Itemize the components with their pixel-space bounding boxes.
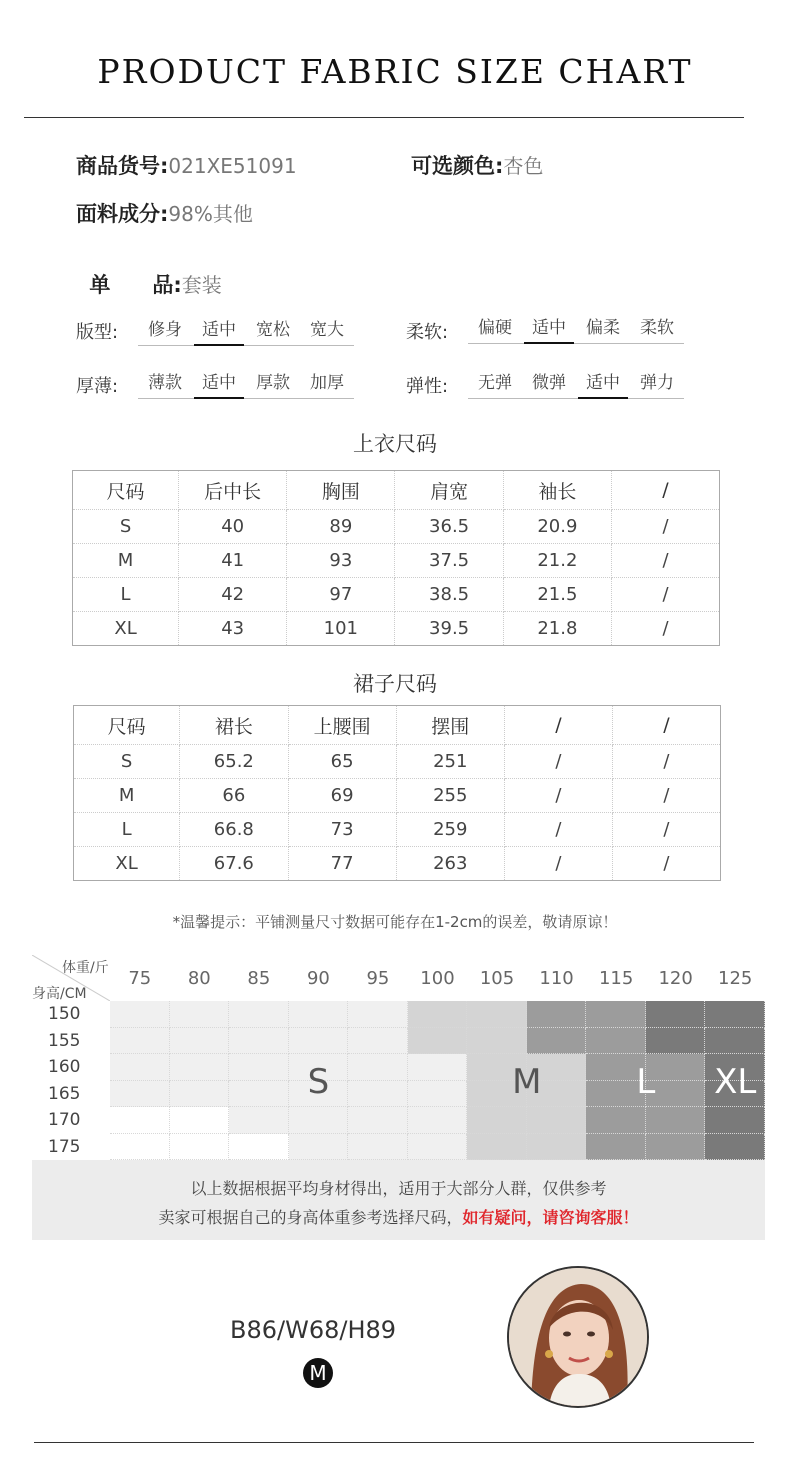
weight-header: 105 — [479, 968, 515, 989]
table-cell: 36.5 — [395, 510, 503, 544]
height-header: 175 — [48, 1136, 81, 1157]
table-cell: 65 — [288, 745, 396, 779]
height-header: 170 — [48, 1110, 81, 1130]
fit-option: 修身 — [148, 320, 182, 340]
table-cell: / — [612, 510, 720, 544]
table-cell: 259 — [396, 813, 504, 847]
grid-cell — [527, 1107, 587, 1134]
table-cell: 40 — [179, 510, 287, 544]
thickness-option: 加厚 — [310, 373, 344, 393]
table-cell: / — [662, 618, 669, 639]
grid-cell — [467, 1028, 527, 1055]
height-axis-label: 身高/CM — [32, 986, 87, 1002]
footer-line-2-text: 卖家可根据自己的身高体重参考选择尺码， — [158, 1208, 463, 1227]
measurement-note: *温馨提示：平铺测量尺寸数据可能存在1-2cm的误差，敬请原谅！ — [172, 913, 618, 931]
fit-option: 宽松 — [256, 320, 290, 340]
table-row — [73, 510, 720, 544]
grid-cell — [348, 1028, 408, 1055]
model-size-badge: M — [303, 1358, 333, 1388]
fabric-row — [76, 198, 253, 228]
table-cell: L — [73, 578, 179, 612]
height-header: 150 — [48, 1004, 81, 1024]
table-cell: 20.9 — [503, 510, 611, 544]
footer-line-2 — [32, 1205, 765, 1228]
grid-cell — [110, 1001, 170, 1028]
table-cell: / — [612, 578, 720, 612]
weight-header: 85 — [247, 968, 271, 989]
zone-label-xl: XL — [714, 1061, 757, 1102]
grid-cell — [527, 1001, 587, 1028]
table-cell: S — [74, 745, 180, 779]
table-cell: 66 — [180, 779, 288, 813]
softness-option: 柔软 — [640, 318, 674, 338]
softness-label: 柔软: — [406, 322, 449, 343]
header-cell: / — [612, 706, 720, 745]
table-cell: 37.5 — [395, 544, 503, 578]
table-cell: 21.8 — [503, 612, 611, 646]
table-cell: / — [612, 779, 720, 813]
zone-label-l: L — [636, 1061, 656, 1102]
header-cell: 后中长 — [179, 471, 287, 510]
table-row — [74, 779, 721, 813]
elasticity-option: 无弹 — [478, 373, 512, 393]
table-cell: XL — [74, 847, 180, 881]
fit-label: 版型: — [76, 322, 119, 343]
weight-header: 100 — [420, 968, 455, 989]
grid-cell — [408, 1028, 468, 1055]
page-title: PRODUCT FABRIC SIZE CHART — [97, 52, 693, 91]
header-cell: 袖长 — [503, 471, 611, 510]
top-table-title: 上衣尺码 — [353, 432, 437, 456]
table-cell: 77 — [288, 847, 396, 881]
grid-cell — [289, 1107, 349, 1134]
height-header: 165 — [48, 1083, 81, 1104]
grid-cell — [170, 1107, 230, 1134]
table-cell: 38.5 — [395, 578, 503, 612]
elasticity-option: 适中 — [576, 368, 630, 398]
single-value: 套装 — [181, 273, 222, 297]
grid-cell — [110, 1107, 170, 1134]
grid-cell — [289, 1028, 349, 1055]
table-row — [74, 847, 721, 881]
grid-cell — [646, 1134, 706, 1161]
weight-header: 125 — [718, 968, 753, 989]
thickness-option: 厚款 — [256, 373, 290, 393]
table-cell: 42 — [179, 578, 287, 612]
zone-label-m: M — [512, 1061, 542, 1102]
grid-cell — [467, 1001, 527, 1028]
zone-label-s: S — [307, 1061, 330, 1102]
thickness-label: 厚薄: — [76, 376, 119, 397]
softness-option: 适中 — [522, 313, 576, 343]
grid-cell — [170, 1134, 230, 1161]
table-cell: / — [612, 745, 720, 779]
header-cell: 胸围 — [287, 471, 395, 510]
table-cell: 263 — [396, 847, 504, 881]
footer-line-1: 以上数据根据平均身材得出，适用于大部分人群，仅供参考 — [190, 1179, 607, 1198]
table-cell: 21.5 — [503, 578, 611, 612]
table-cell: 21.2 — [503, 544, 611, 578]
item-no-row — [76, 150, 297, 180]
grid-cell — [110, 1134, 170, 1161]
grid-cell — [408, 1134, 468, 1161]
grid-cell — [646, 1001, 706, 1028]
table-cell: 251 — [396, 745, 504, 779]
grid-cell — [705, 1001, 765, 1028]
table-cell: 255 — [396, 779, 504, 813]
grid-cell — [229, 1081, 289, 1108]
elasticity-options — [468, 368, 684, 399]
grid-cell — [170, 1028, 230, 1055]
table-row — [73, 612, 720, 646]
footer-disclaimer — [32, 1160, 765, 1240]
table-cell: 67.6 — [180, 847, 288, 881]
grid-cell — [586, 1107, 646, 1134]
grid-cell — [229, 1107, 289, 1134]
table-cell: / — [504, 779, 612, 813]
header-cell: 尺码 — [74, 706, 180, 745]
grid-cell — [705, 1107, 765, 1134]
softness-option: 偏硬 — [478, 318, 512, 338]
size-recommendation-grid — [32, 955, 765, 1160]
grid-cell — [348, 1054, 408, 1081]
single-row — [76, 245, 222, 299]
grid-cell — [229, 1001, 289, 1028]
item-no-label: 商品货号: — [76, 154, 169, 178]
grid-cell — [705, 1028, 765, 1055]
grid-cell — [229, 1054, 289, 1081]
fit-options — [138, 315, 354, 346]
table-cell: / — [612, 813, 720, 847]
weight-header: 80 — [187, 968, 211, 989]
weight-axis-label: 体重/斤 — [62, 960, 109, 976]
elasticity-option: 弹力 — [640, 373, 674, 393]
grid-cell — [289, 1134, 349, 1161]
table-cell: 65.2 — [180, 745, 288, 779]
grid-cell — [467, 1134, 527, 1161]
grid-cell — [110, 1054, 170, 1081]
grid-cell — [586, 1001, 646, 1028]
table-cell: / — [663, 853, 670, 874]
softness-options — [468, 313, 684, 344]
header-cell: 尺码 — [73, 471, 179, 510]
grid-cell — [170, 1054, 230, 1081]
elasticity-label: 弹性: — [406, 376, 449, 397]
table-cell: L — [74, 813, 180, 847]
table-cell: 93 — [287, 544, 395, 578]
header-cell: / — [612, 471, 720, 510]
table-cell: M — [74, 779, 180, 813]
header-cell: 肩宽 — [395, 471, 503, 510]
top-size-table — [72, 470, 720, 646]
grid-cell — [527, 1134, 587, 1161]
weight-header: 115 — [598, 968, 634, 989]
height-header: 160 — [48, 1057, 81, 1077]
grid-cell — [348, 1134, 408, 1161]
grid-cell — [229, 1028, 289, 1055]
title-divider — [24, 117, 744, 118]
table-cell: / — [504, 847, 612, 881]
table-cell: / — [612, 544, 720, 578]
weight-header: 120 — [658, 968, 693, 989]
grid-cell — [527, 1028, 587, 1055]
grid-cell — [408, 1107, 468, 1134]
header-cell: 裙长 — [180, 706, 288, 745]
thickness-option: 适中 — [192, 368, 246, 398]
fit-option: 适中 — [192, 315, 246, 345]
grid-cell — [586, 1028, 646, 1055]
table-cell: 73 — [288, 813, 396, 847]
elasticity-option: 微弹 — [532, 373, 566, 393]
header-cell: 上腰围 — [288, 706, 396, 745]
grid-cell — [170, 1081, 230, 1108]
bottom-divider — [34, 1442, 754, 1443]
table-cell: 39.5 — [395, 612, 503, 646]
model-avatar — [507, 1266, 649, 1408]
table-cell: / — [504, 745, 612, 779]
grid-cell — [348, 1107, 408, 1134]
skirt-size-table — [73, 705, 721, 881]
grid-cell — [646, 1028, 706, 1055]
grid-cell — [586, 1134, 646, 1161]
weight-header: 90 — [306, 968, 330, 989]
table-cell: XL — [73, 612, 179, 646]
table-cell: 97 — [287, 578, 395, 612]
skirt-table-title: 裙子尺码 — [353, 672, 437, 696]
table-cell: 89 — [287, 510, 395, 544]
weight-header: 95 — [366, 968, 390, 989]
thickness-option: 薄款 — [148, 373, 182, 393]
table-cell: 41 — [179, 544, 287, 578]
table-cell: / — [504, 813, 612, 847]
fabric-value: 98%其他 — [168, 202, 253, 226]
thickness-options — [138, 368, 354, 399]
grid-cell — [229, 1134, 289, 1161]
color-label: 可选颜色: — [411, 154, 504, 178]
grid-cell — [348, 1081, 408, 1108]
table-row — [74, 745, 721, 779]
grid-cell — [348, 1001, 408, 1028]
table-cell: 43 — [179, 612, 287, 646]
grid-cell — [170, 1001, 230, 1028]
header-cell: / — [504, 706, 612, 745]
color-value: 杏色 — [503, 154, 544, 178]
grid-cell — [289, 1001, 349, 1028]
table-cell: 66.8 — [180, 813, 288, 847]
grid-cell — [467, 1107, 527, 1134]
grid-cell — [408, 1054, 468, 1081]
contact-service-text: 如有疑问，请咨询客服！ — [462, 1208, 639, 1227]
table-cell: S — [73, 510, 179, 544]
grid-cell — [408, 1081, 468, 1108]
table-row — [74, 813, 721, 847]
fit-option: 宽大 — [310, 320, 344, 340]
weight-header: 110 — [539, 968, 574, 989]
table-cell: 101 — [287, 612, 395, 646]
table-cell: 69 — [288, 779, 396, 813]
table-row — [73, 544, 720, 578]
grid-cell — [705, 1134, 765, 1161]
grid-cell — [646, 1107, 706, 1134]
weight-header: 75 — [128, 968, 152, 989]
grid-cell — [110, 1081, 170, 1108]
fabric-label: 面料成分: — [76, 202, 169, 226]
item-no-value: 021XE51091 — [168, 154, 297, 178]
height-header: 155 — [48, 1030, 81, 1051]
single-label: 单 品: — [89, 273, 182, 297]
grid-cell — [408, 1001, 468, 1028]
model-measurements: B86/W68/H89 — [230, 1316, 397, 1344]
softness-option: 偏柔 — [586, 318, 620, 338]
color-row — [411, 150, 543, 180]
table-row — [73, 578, 720, 612]
model-portrait-icon — [509, 1268, 647, 1406]
header-cell: 摆围 — [396, 706, 504, 745]
table-cell: M — [73, 544, 179, 578]
grid-cell — [110, 1028, 170, 1055]
